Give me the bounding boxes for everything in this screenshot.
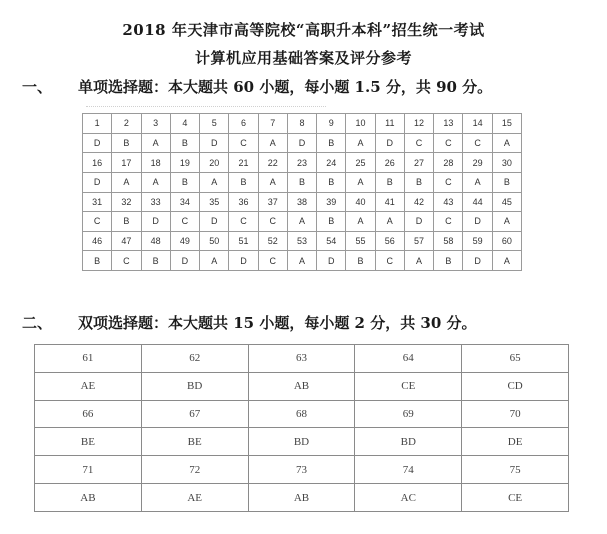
answer-cell: D	[200, 212, 229, 232]
question-number-cell: 72	[141, 456, 248, 484]
answer-cell: A	[346, 133, 375, 153]
answer-cell: A	[287, 212, 316, 232]
question-number-cell: 31	[83, 192, 112, 212]
faint-scan-line	[86, 106, 326, 110]
answer-cell: B	[317, 172, 346, 192]
question-number-row	[83, 153, 522, 173]
section-number: 一、	[22, 78, 53, 96]
question-number-cell: 16	[83, 153, 112, 173]
answer-cell: CD	[462, 372, 569, 400]
question-number-cell: 17	[112, 153, 141, 173]
answer-row	[83, 133, 522, 153]
answer-cell: B	[434, 251, 463, 271]
question-number-cell: 22	[258, 153, 287, 173]
answer-cell: B	[404, 172, 433, 192]
question-number-cell: 70	[462, 400, 569, 428]
answer-row	[35, 428, 569, 456]
answer-cell: A	[200, 172, 229, 192]
question-number-cell: 67	[141, 400, 248, 428]
answer-cell: BD	[248, 428, 355, 456]
answer-cell: D	[375, 133, 404, 153]
question-number-cell: 62	[141, 345, 248, 373]
answer-cell: A	[463, 172, 492, 192]
question-number-cell: 3	[141, 114, 170, 134]
question-number-cell: 20	[200, 153, 229, 173]
answer-cell: C	[258, 212, 287, 232]
question-number-cell: 39	[317, 192, 346, 212]
question-number-cell: 1	[83, 114, 112, 134]
question-number-cell: 33	[141, 192, 170, 212]
question-number-row	[35, 345, 569, 373]
answer-cell: A	[346, 212, 375, 232]
answer-cell: B	[170, 172, 199, 192]
answer-cell: C	[112, 251, 141, 271]
question-number-cell: 9	[317, 114, 346, 134]
answer-cell: DE	[462, 428, 569, 456]
answer-cell: D	[200, 133, 229, 153]
answer-cell: CE	[462, 484, 569, 512]
question-number-cell: 36	[229, 192, 258, 212]
answer-cell: B	[83, 251, 112, 271]
answer-cell: AB	[35, 484, 142, 512]
question-number-cell: 47	[112, 231, 141, 251]
answer-cell: B	[375, 172, 404, 192]
question-number-cell: 32	[112, 192, 141, 212]
question-number-cell: 65	[462, 345, 569, 373]
document-subtitle: 计算机应用基础答案及评分参考	[194, 49, 412, 67]
question-number-cell: 23	[287, 153, 316, 173]
answer-cell: BD	[355, 428, 462, 456]
answer-cell: A	[112, 172, 141, 192]
question-number-row	[83, 231, 522, 251]
answer-cell: D	[83, 172, 112, 192]
answer-cell: C	[434, 172, 463, 192]
question-number-cell: 73	[248, 456, 355, 484]
question-number-cell: 40	[346, 192, 375, 212]
answer-cell: B	[170, 133, 199, 153]
question-number-cell: 14	[463, 114, 492, 134]
question-number-cell: 50	[200, 231, 229, 251]
question-number-row	[83, 114, 522, 134]
answer-cell: A	[492, 133, 521, 153]
answer-cell: C	[404, 133, 433, 153]
question-number-cell: 37	[258, 192, 287, 212]
answer-row	[83, 212, 522, 232]
question-number-cell: 48	[141, 231, 170, 251]
section-number: 二、	[22, 314, 53, 332]
question-number-row	[35, 456, 569, 484]
question-number-cell: 12	[404, 114, 433, 134]
answer-cell: D	[317, 251, 346, 271]
answer-cell: D	[287, 133, 316, 153]
answer-cell: A	[492, 251, 521, 271]
answer-cell: C	[170, 212, 199, 232]
question-number-cell: 27	[404, 153, 433, 173]
answer-row	[83, 172, 522, 192]
question-number-cell: 29	[463, 153, 492, 173]
question-number-cell: 52	[258, 231, 287, 251]
answer-cell: D	[463, 251, 492, 271]
single-choice-answer-table	[82, 113, 522, 271]
answer-cell: AE	[35, 372, 142, 400]
question-number-cell: 53	[287, 231, 316, 251]
answer-cell: BE	[35, 428, 142, 456]
question-number-row	[83, 192, 522, 212]
section-title: 单项选择题：本大题共 60 小题，每小题 1.5 分，共 90 分。	[78, 78, 493, 96]
answer-cell: B	[229, 172, 258, 192]
question-number-cell: 69	[355, 400, 462, 428]
question-number-row	[35, 400, 569, 428]
question-number-cell: 71	[35, 456, 142, 484]
answer-row	[35, 484, 569, 512]
question-number-cell: 74	[355, 456, 462, 484]
question-number-cell: 28	[434, 153, 463, 173]
answer-cell: C	[434, 133, 463, 153]
question-number-cell: 30	[492, 153, 521, 173]
question-number-cell: 51	[229, 231, 258, 251]
question-number-cell: 19	[170, 153, 199, 173]
answer-cell: A	[258, 172, 287, 192]
answer-cell: B	[112, 212, 141, 232]
question-number-cell: 41	[375, 192, 404, 212]
answer-cell: D	[229, 251, 258, 271]
question-number-cell: 64	[355, 345, 462, 373]
question-number-cell: 49	[170, 231, 199, 251]
question-number-cell: 15	[492, 114, 521, 134]
answer-cell: A	[492, 212, 521, 232]
answer-cell: D	[404, 212, 433, 232]
question-number-cell: 35	[200, 192, 229, 212]
answer-cell: A	[141, 133, 170, 153]
answer-cell: C	[463, 133, 492, 153]
answer-row	[35, 372, 569, 400]
answer-cell: BE	[141, 428, 248, 456]
answer-cell: D	[463, 212, 492, 232]
answer-cell: C	[375, 251, 404, 271]
question-number-cell: 61	[35, 345, 142, 373]
answer-cell: A	[258, 133, 287, 153]
question-number-cell: 44	[463, 192, 492, 212]
question-number-cell: 45	[492, 192, 521, 212]
question-number-cell: 25	[346, 153, 375, 173]
document-title: 2018 年天津市高等院校“高职升本科”招生统一考试	[122, 21, 485, 39]
answer-cell: C	[258, 251, 287, 271]
question-number-cell: 34	[170, 192, 199, 212]
answer-cell: BD	[141, 372, 248, 400]
answer-cell: D	[170, 251, 199, 271]
answer-cell: A	[375, 212, 404, 232]
question-number-cell: 4	[170, 114, 199, 134]
question-number-cell: 54	[317, 231, 346, 251]
question-number-cell: 7	[258, 114, 287, 134]
answer-cell: A	[141, 172, 170, 192]
question-number-cell: 60	[492, 231, 521, 251]
answer-cell: A	[200, 251, 229, 271]
question-number-cell: 6	[229, 114, 258, 134]
answer-cell: B	[112, 133, 141, 153]
question-number-cell: 42	[404, 192, 433, 212]
answer-cell: B	[317, 133, 346, 153]
answer-cell: C	[434, 212, 463, 232]
question-number-cell: 38	[287, 192, 316, 212]
answer-row	[83, 251, 522, 271]
question-number-cell: 2	[112, 114, 141, 134]
answer-cell: B	[317, 212, 346, 232]
answer-cell: B	[492, 172, 521, 192]
question-number-cell: 68	[248, 400, 355, 428]
double-choice-answer-table	[34, 344, 569, 512]
question-number-cell: 11	[375, 114, 404, 134]
question-number-cell: 10	[346, 114, 375, 134]
question-number-cell: 57	[404, 231, 433, 251]
section-heading-single-choice	[22, 76, 492, 97]
answer-cell: C	[229, 212, 258, 232]
question-number-cell: 13	[434, 114, 463, 134]
question-number-cell: 58	[434, 231, 463, 251]
answer-cell: D	[141, 212, 170, 232]
answer-cell: CE	[355, 372, 462, 400]
answer-cell: AB	[248, 372, 355, 400]
question-number-cell: 59	[463, 231, 492, 251]
question-number-cell: 63	[248, 345, 355, 373]
question-number-cell: 66	[35, 400, 142, 428]
section-title: 双项选择题：本大题共 15 小题，每小题 2 分，共 30 分。	[78, 314, 477, 332]
answer-cell: C	[229, 133, 258, 153]
question-number-cell: 18	[141, 153, 170, 173]
answer-cell: B	[141, 251, 170, 271]
question-number-cell: 43	[434, 192, 463, 212]
question-number-cell: 46	[83, 231, 112, 251]
question-number-cell: 21	[229, 153, 258, 173]
answer-cell: A	[404, 251, 433, 271]
answer-cell: AC	[355, 484, 462, 512]
answer-cell: C	[83, 212, 112, 232]
answer-cell: B	[287, 172, 316, 192]
answer-cell: D	[83, 133, 112, 153]
question-number-cell: 24	[317, 153, 346, 173]
answer-cell: AE	[141, 484, 248, 512]
section-heading-double-choice	[22, 312, 477, 333]
question-number-cell: 55	[346, 231, 375, 251]
answer-cell: A	[287, 251, 316, 271]
answer-cell: AB	[248, 484, 355, 512]
question-number-cell: 56	[375, 231, 404, 251]
answer-cell: B	[346, 251, 375, 271]
question-number-cell: 75	[462, 456, 569, 484]
question-number-cell: 26	[375, 153, 404, 173]
answer-cell: A	[346, 172, 375, 192]
question-number-cell: 8	[287, 114, 316, 134]
question-number-cell: 5	[200, 114, 229, 134]
